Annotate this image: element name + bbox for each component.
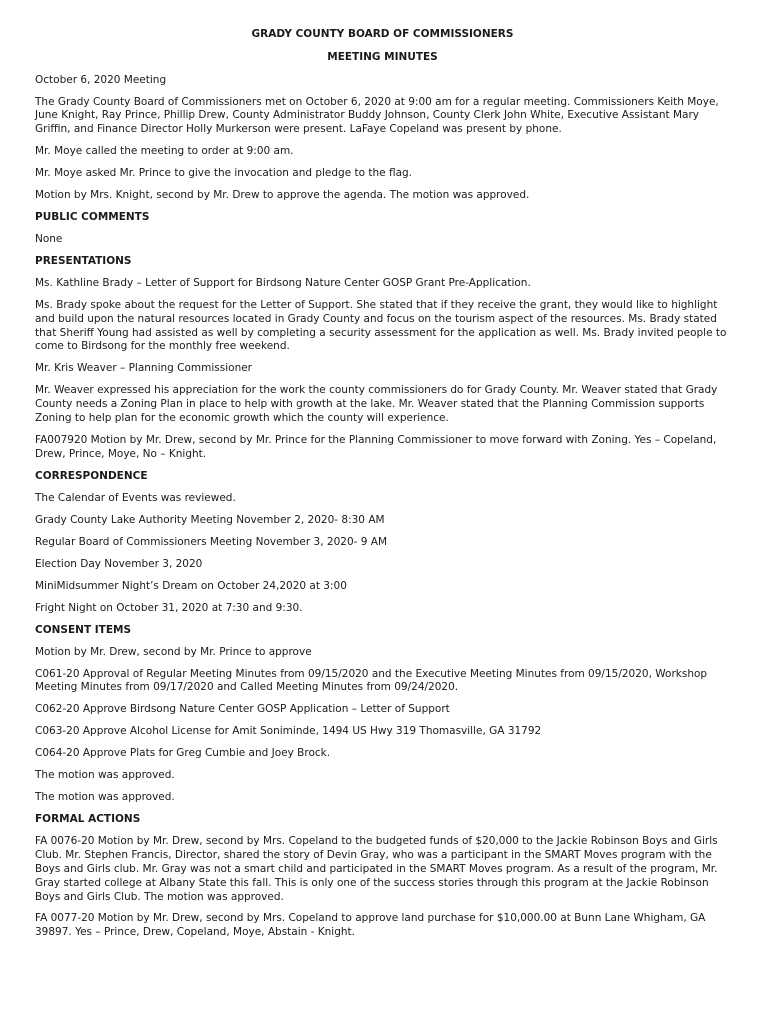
paragraph: Motion by Mrs. Knight, second by Mr. Drew to approve the agenda. The motion was approved.: [35, 189, 530, 202]
paragraph: Mr. Moye called the meeting to order at 9:00 am.: [35, 145, 294, 158]
paragraph: The Grady County Board of Commissioners met on October 6, 2020 at 9:00 am for a regular meeting. Commissioners Keith Moye, June Knight, Ray Prince, Phillip Drew, County Administrator Buddy Johnson, County Clerk John White, Executive Assistant Mary Griffin, and Finance Director Holly Murkerson were present. LaFaye Copeland was present by phone.: [35, 95, 719, 136]
paragraph: The motion was approved.: [35, 769, 175, 782]
paragraph: None: [35, 233, 63, 246]
paragraph: Mr. Kris Weaver – Planning Commissioner: [35, 362, 253, 375]
paragraph: Mr. Weaver expressed his appreciation for the work the county commissioners do for Grady County. Mr. Weaver stated that Grady County needs a Zoning Plan in place to help with growth at the lake. Mr. Weaver stated that the Planning Commission supports Zoning to help plan for the economic growth which the county will experience.: [35, 384, 718, 424]
document-body: [35, 74, 730, 940]
section-heading: FORMAL ACTIONS: [35, 813, 141, 826]
paragraph: Regular Board of Commissioners Meeting November 3, 2020- 9 AM: [35, 535, 388, 548]
paragraph: Election Day November 3, 2020: [35, 557, 203, 570]
paragraph: Fright Night on October 31, 2020 at 7:30 and 9:30.: [35, 601, 303, 614]
document-title: GRADY COUNTY BOARD OF COMMISSIONERS: [251, 28, 514, 40]
paragraph: FA 0077-20 Motion by Mr. Drew, second by Mrs. Copeland to approve land purchase for $10,000.00 at Bunn Lane Whigham, GA 39897. Yes – Prince, Drew, Copeland, Moye, Abstain - Knight.: [35, 912, 706, 939]
paragraph: C062-20 Approve Birdsong Nature Center GOSP Application – Letter of Support: [35, 703, 450, 716]
paragraph: October 6, 2020 Meeting: [35, 73, 167, 86]
paragraph: FA 0076-20 Motion by Mr. Drew, second by Mrs. Copeland to the budgeted funds of $20,000 to the Jackie Robinson Boys and Girls Club. Mr. Stephen Francis, Director, shared the story of Devin Gray, who was a participant in the SMART Moves program with the Boys and Girls club. Mr. Gray was not a smart child and participated in the SMART Moves program. As a result of the program, Mr. Gray started college at Albany State this fall. This is only one of the success stories through this program at the Jackie Robinson Boys and Girls Club. The motion was approved.: [35, 835, 718, 903]
paragraph: MiniMidsummer Night’s Dream on October 24,2020 at 3:00: [35, 579, 347, 592]
paragraph: C064-20 Approve Plats for Greg Cumbie and Joey Brock.: [35, 747, 331, 760]
section-heading: CORRESPONDENCE: [35, 469, 148, 482]
paragraph: The Calendar of Events was reviewed.: [35, 491, 236, 504]
section-heading: PRESENTATIONS: [35, 255, 132, 268]
paragraph: C063-20 Approve Alcohol License for Amit Soniminde, 1494 US Hwy 319 Thomasville, GA 31792: [35, 725, 542, 738]
paragraph: C061-20 Approval of Regular Meeting Minutes from 09/15/2020 and the Executive Meeting Minutes from 09/15/2020, Workshop Meeting Minutes from 09/17/2020 and Called Meeting Minutes from 09/24/2020.: [35, 667, 708, 694]
paragraph: Motion by Mr. Drew, second by Mr. Prince to approve: [35, 645, 312, 658]
paragraph: Mr. Moye asked Mr. Prince to give the invocation and pledge to the flag.: [35, 167, 413, 180]
paragraph: Ms. Brady spoke about the request for the Letter of Support. She stated that if they receive the grant, they would like to highlight and build upon the natural resources located in Grady County and focus on the tourism aspect of the resources. Ms. Brady stated that Sheriff Young had assisted as well by completing a security assessment for the application as well. Ms. Brady invited people to come to Birdsong for the monthly free weekend.: [35, 299, 727, 353]
paragraph: Grady County Lake Authority Meeting November 2, 2020- 8:30 AM: [35, 513, 385, 526]
paragraph: FA007920 Motion by Mr. Drew, second by Mr. Prince for the Planning Commissioner to move forward with Zoning. Yes – Copeland, Drew, Prince, Moye, No – Knight.: [35, 433, 717, 460]
paragraph: Ms. Kathline Brady – Letter of Support for Birdsong Nature Center GOSP Grant Pre-Application.: [35, 277, 531, 290]
section-heading: PUBLIC COMMENTS: [35, 211, 150, 224]
document-subtitle: MEETING MINUTES: [327, 50, 438, 63]
section-heading: CONSENT ITEMS: [35, 623, 132, 636]
paragraph: The motion was approved.: [35, 791, 175, 804]
